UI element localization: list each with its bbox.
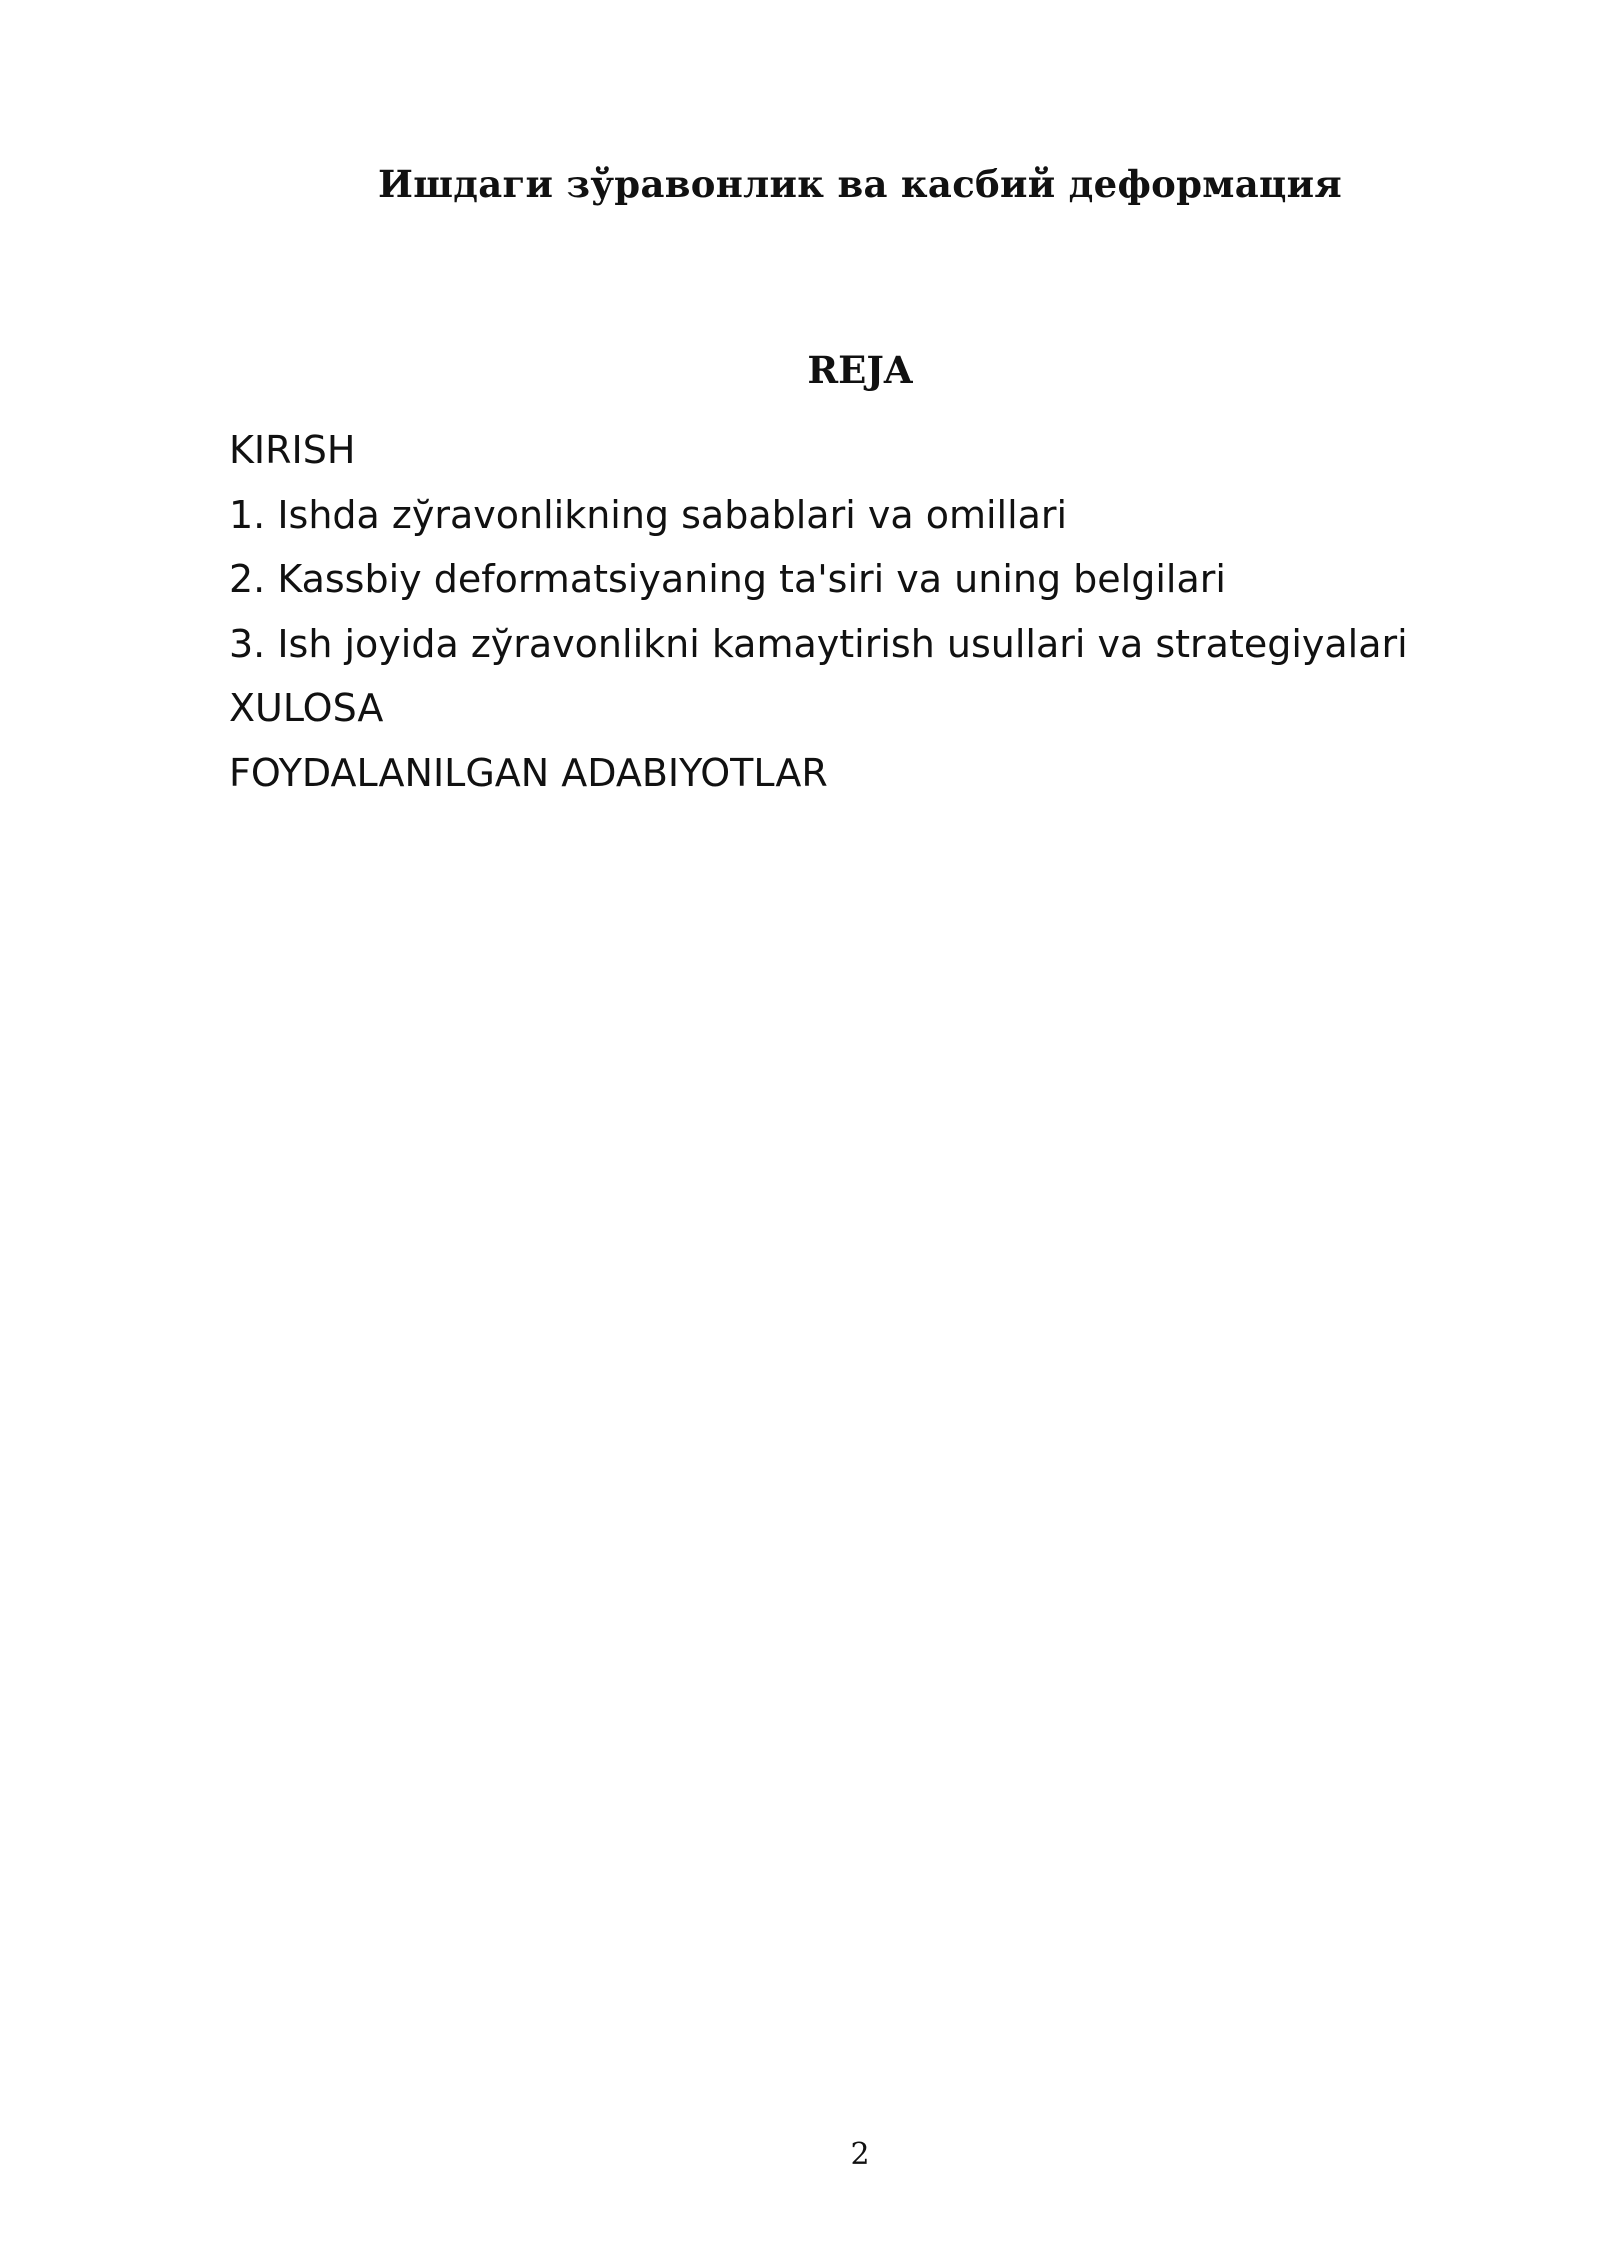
plan-item-introduction: KIRISH <box>229 428 356 472</box>
document-title: Ишдаги зўравонлик ва касбий деформация <box>377 162 1343 206</box>
plan-heading: REJA <box>807 348 913 392</box>
page-number: 2 <box>850 2137 870 2172</box>
plan-item-1: 1. Ishda zўravonlikning sabablari va omillari <box>229 492 1068 537</box>
plan-list <box>229 418 1408 805</box>
plan-item-conclusion: XULOSA <box>229 686 384 730</box>
plan-item-2: 2. Kassbiy deformatsiyaning ta'siri va uning belgilari <box>229 557 1226 601</box>
plan-item-references: FOYDALANILGAN ADABIYOTLAR <box>229 750 828 795</box>
plan-item-3: 3. Ish joyida zўravonlikni kamaytirish usullari va strategiyalari <box>229 621 1408 666</box>
